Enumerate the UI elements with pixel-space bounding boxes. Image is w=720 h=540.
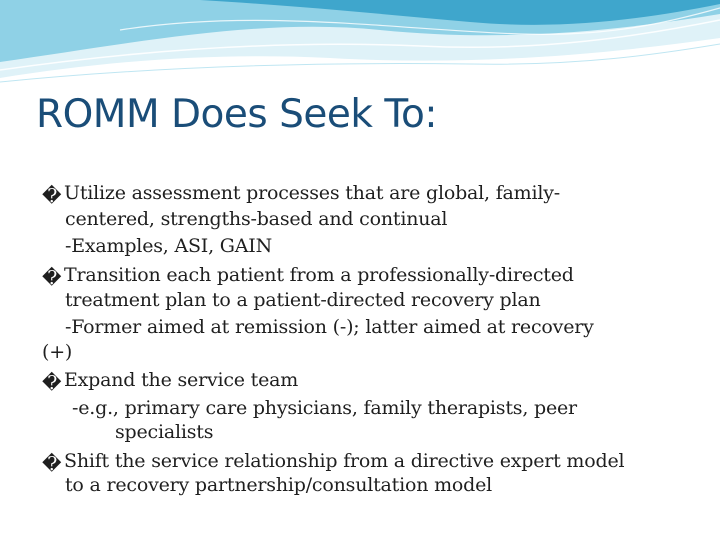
bullet-1-text-line-1: Utilize assessment processes that are global, family- xyxy=(64,182,560,204)
bullet-3 xyxy=(42,367,298,393)
bullet-2 xyxy=(42,262,574,288)
sub-item-former-latter-continued: (+) xyxy=(42,341,73,363)
bullet-icon: � xyxy=(42,372,62,394)
bullet-2-text-line-2: treatment plan to a patient-directed recovery plan xyxy=(65,289,541,311)
sub-item-eg-continued: specialists xyxy=(115,421,214,443)
sub-item-eg: -e.g., primary care physicians, family therapists, peer xyxy=(72,397,577,419)
bullet-4 xyxy=(42,448,624,474)
sub-item-former-latter: -Former aimed at remission (-); latter aimed at recovery xyxy=(65,316,594,338)
bullet-4-text-line-2: to a recovery partnership/consultation model xyxy=(65,474,493,496)
bullet-2-text-line-1: Transition each patient from a professionally-directed xyxy=(64,264,574,286)
bullet-icon: � xyxy=(42,185,62,207)
bullet-3-text-line-1: Expand the service team xyxy=(64,369,299,391)
bullet-1-text-line-2: centered, strengths-based and continual xyxy=(65,208,448,230)
slide-title: ROMM Does Seek To: xyxy=(36,92,438,137)
bullet-icon: � xyxy=(42,453,62,475)
bullet-1 xyxy=(42,180,560,206)
bullet-4-text-line-1: Shift the service relationship from a directive expert model xyxy=(64,450,625,472)
bullet-icon: � xyxy=(42,267,62,289)
sub-item-examples: -Examples, ASI, GAIN xyxy=(65,235,273,257)
